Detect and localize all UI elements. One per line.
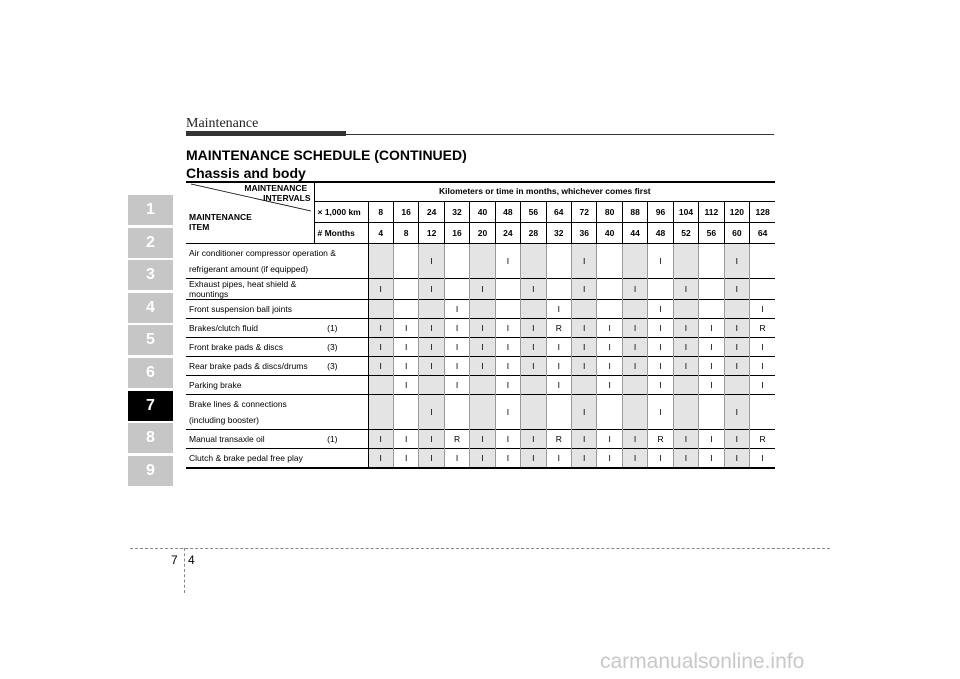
schedule-cell: I (572, 319, 597, 338)
schedule-cell (393, 279, 418, 300)
schedule-cell: I (393, 357, 418, 376)
schedule-cell (393, 300, 418, 319)
schedule-cell (546, 279, 571, 300)
month-interval: 60 (724, 223, 749, 244)
schedule-cell: I (546, 449, 571, 469)
schedule-cell (673, 244, 698, 279)
schedule-cell: I (622, 449, 647, 469)
footer-chapter-number: 7 (171, 553, 178, 567)
schedule-cell: I (648, 376, 673, 395)
schedule-cell: I (597, 376, 622, 395)
item-note: (3) (327, 361, 338, 371)
schedule-cell: I (572, 449, 597, 469)
km-interval: 128 (750, 202, 776, 223)
schedule-cell: I (622, 279, 647, 300)
schedule-cell: I (419, 319, 444, 338)
schedule-cell: I (444, 319, 469, 338)
schedule-cell: I (597, 319, 622, 338)
schedule-cell: I (572, 395, 597, 430)
table-row (186, 430, 775, 449)
schedule-cell: I (648, 244, 673, 279)
schedule-cell (470, 244, 495, 279)
schedule-cell (699, 300, 724, 319)
schedule-cell: I (393, 338, 418, 357)
km-interval: 32 (444, 202, 469, 223)
km-interval: 40 (470, 202, 495, 223)
schedule-cell: I (673, 430, 698, 449)
km-interval: 56 (521, 202, 546, 223)
schedule-cell (521, 244, 546, 279)
footer-rule (130, 548, 830, 549)
schedule-cell: I (368, 279, 393, 300)
schedule-cell: I (470, 338, 495, 357)
schedule-cell: I (699, 338, 724, 357)
schedule-cell: I (470, 449, 495, 469)
schedule-cell (699, 244, 724, 279)
month-interval: 12 (419, 223, 444, 244)
schedule-cell: I (495, 357, 520, 376)
schedule-cell: I (444, 300, 469, 319)
table-row (186, 376, 775, 395)
schedule-cell: I (750, 338, 776, 357)
maintenance-item-name: Front brake pads & discs (3) (186, 338, 368, 357)
schedule-cell: I (724, 319, 749, 338)
schedule-cell (521, 300, 546, 319)
schedule-cell: I (368, 357, 393, 376)
schedule-cell (750, 279, 776, 300)
maintenance-item-name: Brakes/clutch fluid (1) (186, 319, 368, 338)
schedule-cell: I (495, 449, 520, 469)
schedule-cell (622, 395, 647, 430)
km-interval: 8 (368, 202, 393, 223)
schedule-cell (393, 244, 418, 279)
chapter-tab-2[interactable]: 2 (128, 228, 173, 258)
schedule-cell: I (495, 430, 520, 449)
schedule-cell (597, 300, 622, 319)
schedule-cell: I (597, 338, 622, 357)
schedule-cell (495, 279, 520, 300)
table-row (186, 319, 775, 338)
schedule-cell (572, 376, 597, 395)
schedule-cell: I (724, 449, 749, 469)
schedule-cell: I (673, 279, 698, 300)
chapter-tab-5[interactable]: 5 (128, 325, 173, 355)
schedule-cell: I (648, 357, 673, 376)
schedule-cell (368, 300, 393, 319)
schedule-cell (648, 279, 673, 300)
chapter-tabs (128, 195, 173, 488)
schedule-cell (444, 395, 469, 430)
schedule-cell: I (521, 357, 546, 376)
schedule-cell: I (368, 338, 393, 357)
maintenance-item-name: Brake lines & connections (including booster) (186, 395, 368, 430)
km-interval: 64 (546, 202, 571, 223)
watermark: carmanualsonline.info (600, 650, 805, 673)
maintenance-item-name: Clutch & brake pedal free play (186, 449, 368, 469)
schedule-cell (444, 279, 469, 300)
schedule-cell: R (444, 430, 469, 449)
table-row (186, 395, 775, 430)
schedule-cell: I (699, 319, 724, 338)
schedule-cell: I (495, 395, 520, 430)
schedule-cell (393, 395, 418, 430)
schedule-cell: I (724, 279, 749, 300)
schedule-cell (470, 376, 495, 395)
schedule-cell: I (546, 338, 571, 357)
schedule-cell (521, 376, 546, 395)
km-interval: 16 (393, 202, 418, 223)
section-title: MAINTENANCE SCHEDULE (CONTINUED) (186, 147, 467, 163)
month-interval: 24 (495, 223, 520, 244)
km-interval: 112 (699, 202, 724, 223)
schedule-cell: I (750, 376, 776, 395)
chapter-tab-9[interactable]: 9 (128, 456, 173, 486)
schedule-cell: I (419, 357, 444, 376)
footer-divider (184, 548, 185, 593)
schedule-cell (368, 244, 393, 279)
schedule-cell: I (546, 376, 571, 395)
schedule-cell: I (648, 395, 673, 430)
schedule-cell: I (521, 319, 546, 338)
schedule-cell: I (597, 449, 622, 469)
interval-span-header: Kilometers or time in months, whichever comes first (439, 186, 651, 196)
schedule-cell: I (724, 430, 749, 449)
schedule-cell: I (572, 357, 597, 376)
maintenance-item-name: Air conditioner compressor operation & refrigerant amount (if equipped) (186, 244, 368, 279)
schedule-cell: I (724, 395, 749, 430)
schedule-cell: I (572, 430, 597, 449)
table-row (186, 300, 775, 319)
months-row-label: # Months (314, 223, 368, 244)
schedule-cell: I (470, 319, 495, 338)
km-interval: 96 (648, 202, 673, 223)
km-row-label: × 1,000 km (314, 202, 368, 223)
schedule-cell: I (419, 279, 444, 300)
schedule-cell: I (572, 244, 597, 279)
schedule-cell: I (444, 357, 469, 376)
schedule-cell (673, 300, 698, 319)
km-interval: 24 (419, 202, 444, 223)
schedule-cell: I (521, 338, 546, 357)
maintenance-item-name: Front suspension ball joints (186, 300, 368, 319)
schedule-cell (597, 279, 622, 300)
schedule-cell (546, 244, 571, 279)
schedule-cell: I (546, 357, 571, 376)
schedule-cell: I (470, 357, 495, 376)
schedule-cell: I (724, 338, 749, 357)
schedule-cell (597, 244, 622, 279)
item-note: (1) (327, 323, 338, 333)
page-header-title: Maintenance (186, 116, 259, 131)
schedule-cell (546, 395, 571, 430)
km-interval: 120 (724, 202, 749, 223)
schedule-cell: I (648, 449, 673, 469)
month-interval: 20 (470, 223, 495, 244)
maintenance-item-name: Parking brake (186, 376, 368, 395)
maintenance-item-name: Exhaust pipes, heat shield & mountings (186, 279, 368, 300)
table-row (186, 338, 775, 357)
schedule-cell: I (419, 338, 444, 357)
schedule-cell (495, 300, 520, 319)
schedule-cell: I (597, 430, 622, 449)
month-interval: 48 (648, 223, 673, 244)
schedule-cell: I (699, 430, 724, 449)
schedule-cell (521, 395, 546, 430)
table-row (186, 357, 775, 376)
item-note: (3) (327, 342, 338, 352)
schedule-cell: I (750, 449, 776, 469)
month-interval: 64 (750, 223, 776, 244)
chapter-tab-7[interactable]: 7 (128, 391, 173, 421)
schedule-cell (470, 300, 495, 319)
schedule-cell (444, 244, 469, 279)
schedule-cell: R (750, 319, 776, 338)
schedule-cell: I (699, 357, 724, 376)
schedule-cell: I (393, 376, 418, 395)
schedule-cell: I (495, 319, 520, 338)
schedule-cell: R (648, 430, 673, 449)
schedule-cell: I (673, 449, 698, 469)
header-rule (346, 134, 774, 135)
chapter-tab-3[interactable]: 3 (128, 260, 173, 290)
schedule-cell: I (750, 300, 776, 319)
section-subtitle: Chassis and body (186, 165, 306, 181)
schedule-cell: I (673, 319, 698, 338)
month-interval: 8 (393, 223, 418, 244)
schedule-cell: I (597, 357, 622, 376)
schedule-cell: I (673, 357, 698, 376)
item-note: (1) (327, 434, 338, 444)
schedule-cell: I (572, 338, 597, 357)
schedule-cell (622, 376, 647, 395)
schedule-cell: I (724, 357, 749, 376)
schedule-cell: I (699, 449, 724, 469)
schedule-cell: I (419, 449, 444, 469)
schedule-cell: I (470, 279, 495, 300)
schedule-cell (419, 376, 444, 395)
schedule-cell: I (521, 430, 546, 449)
schedule-cell (673, 376, 698, 395)
month-interval: 36 (572, 223, 597, 244)
schedule-cell: I (673, 338, 698, 357)
month-interval: 28 (521, 223, 546, 244)
corner-header (186, 181, 314, 244)
schedule-cell: I (622, 338, 647, 357)
km-interval: 88 (622, 202, 647, 223)
table-row (186, 279, 775, 300)
schedule-cell: I (419, 430, 444, 449)
schedule-cell: I (572, 279, 597, 300)
schedule-cell: R (750, 430, 776, 449)
table-row (186, 449, 775, 469)
schedule-cell: I (699, 376, 724, 395)
chapter-tab-4[interactable]: 4 (128, 293, 173, 323)
schedule-cell: I (622, 430, 647, 449)
schedule-cell (622, 300, 647, 319)
chapter-tab-8[interactable]: 8 (128, 423, 173, 453)
schedule-cell: I (393, 319, 418, 338)
schedule-cell: I (521, 279, 546, 300)
schedule-cell: I (495, 338, 520, 357)
month-interval: 40 (597, 223, 622, 244)
schedule-table-wrap (186, 181, 775, 469)
schedule-cell (750, 395, 776, 430)
schedule-cell: I (444, 338, 469, 357)
header-bar (186, 131, 346, 136)
chapter-tab-6[interactable]: 6 (128, 358, 173, 388)
schedule-cell (699, 395, 724, 430)
month-interval: 52 (673, 223, 698, 244)
schedule-cell (673, 395, 698, 430)
schedule-cell: R (546, 319, 571, 338)
schedule-cell: I (622, 319, 647, 338)
km-interval: 80 (597, 202, 622, 223)
schedule-cell: I (393, 449, 418, 469)
schedule-cell (724, 300, 749, 319)
schedule-cell: I (368, 319, 393, 338)
schedule-cell (572, 300, 597, 319)
schedule-cell: I (444, 449, 469, 469)
schedule-cell: R (546, 430, 571, 449)
month-interval: 16 (444, 223, 469, 244)
schedule-cell: I (393, 430, 418, 449)
schedule-cell: I (648, 319, 673, 338)
footer-page-number: 4 (188, 553, 195, 567)
chapter-tab-1[interactable]: 1 (128, 195, 173, 225)
month-interval: 56 (699, 223, 724, 244)
schedule-cell: I (495, 376, 520, 395)
schedule-cell: I (724, 244, 749, 279)
schedule-cell: I (368, 449, 393, 469)
table-row (186, 244, 775, 279)
schedule-cell: I (444, 376, 469, 395)
schedule-cell (750, 244, 776, 279)
corner-item-label: MAINTENANCE ITEM (189, 212, 252, 232)
schedule-cell (622, 244, 647, 279)
schedule-cell (470, 395, 495, 430)
schedule-cell: I (470, 430, 495, 449)
schedule-cell (368, 376, 393, 395)
schedule-cell (368, 395, 393, 430)
schedule-cell (419, 300, 444, 319)
schedule-cell: I (546, 300, 571, 319)
schedule-cell: I (495, 244, 520, 279)
schedule-cell: I (521, 449, 546, 469)
schedule-cell: I (648, 300, 673, 319)
maintenance-item-name: Rear brake pads & discs/drums (3) (186, 357, 368, 376)
maintenance-schedule-table (186, 181, 775, 469)
km-interval: 72 (572, 202, 597, 223)
corner-intervals-label: MAINTENANCE INTERVALS (244, 183, 311, 203)
schedule-cell: I (419, 395, 444, 430)
month-interval: 32 (546, 223, 571, 244)
month-interval: 4 (368, 223, 393, 244)
km-interval: 104 (673, 202, 698, 223)
schedule-cell (724, 376, 749, 395)
month-interval: 44 (622, 223, 647, 244)
maintenance-item-name: Manual transaxle oil (1) (186, 430, 368, 449)
schedule-cell (597, 395, 622, 430)
km-interval: 48 (495, 202, 520, 223)
schedule-cell: I (368, 430, 393, 449)
schedule-cell (699, 279, 724, 300)
schedule-cell: I (419, 244, 444, 279)
schedule-cell: I (622, 357, 647, 376)
schedule-cell: I (750, 357, 776, 376)
schedule-cell: I (648, 338, 673, 357)
